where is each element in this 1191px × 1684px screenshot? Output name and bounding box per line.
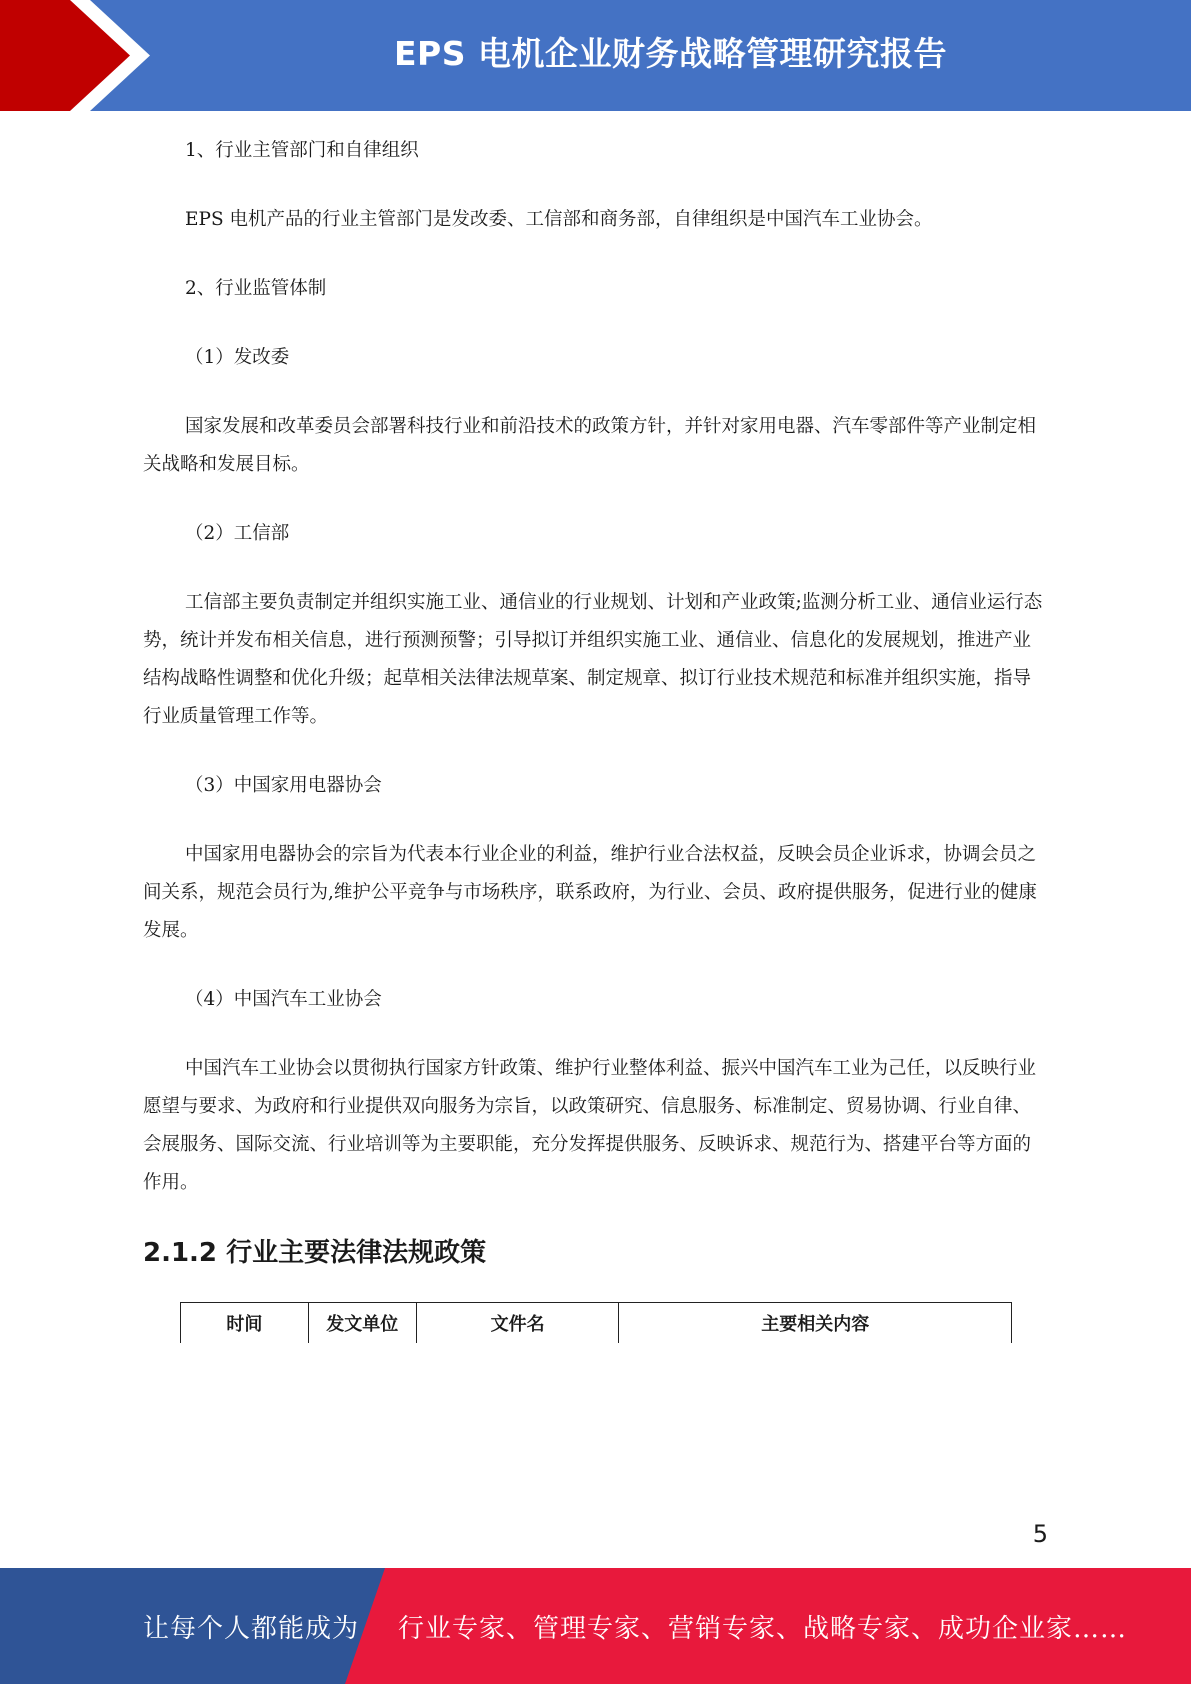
document-body [143,132,1047,1202]
footer-slogan-right: 行业专家、管理专家、营销专家、战略专家、成功企业家…… [398,1614,1128,1644]
paragraph-auto-association: 中国汽车工业协会以贯彻执行国家方针政策、维护行业整体利益、振兴中国汽车工业为己任，以反映行业愿望与要求、为政府和行业提供双向服务为宗旨，以政策研究、信息服务、标准制定、贸易协调、行业自律、会展服务、国际交流、行业培训等为主要职能，充分发挥提供服务、反映诉求、规范行为、搭建平台等方面的作用。 [143,1058,1037,1193]
policy-table [180,1302,1012,1343]
table-header-time: 时间 [181,1303,309,1344]
table-header-filename: 文件名 [416,1303,619,1344]
report-title: EPS 电机企业财务战略管理研究报告 [394,34,947,73]
table-header-content: 主要相关内容 [619,1303,1012,1344]
paragraph-appliance-association: 中国家用电器协会的宗旨为代表本行业企业的利益，维护行业合法权益，反映会员企业诉求，协调会员之间关系，规范会员行为,维护公平竞争与市场秩序，联系政府，为行业、会员、政府提供服务，促进行业的健康发展。 [143,844,1037,941]
paragraph-authority: EPS 电机产品的行业主管部门是发改委、工信部和商务部，自律组织是中国汽车工业协会。 [185,209,933,230]
subheading-ndrc: （1）发改委 [185,347,290,368]
section-heading: 2.1.2 行业主要法律法规政策 [143,1238,487,1268]
paragraph-ndrc: 国家发展和改革委员会部署科技行业和前沿技术的政策方针，并针对家用电器、汽车零部件等产业制定相关战略和发展目标。 [143,416,1037,475]
subheading-miit: （2）工信部 [185,523,290,544]
report-header [0,0,1191,111]
footer-slogan-left: 让每个人都能成为 [143,1614,360,1644]
paragraph-heading-1: 1、行业主管部门和自律组织 [185,140,419,161]
table-header-issuer: 发文单位 [308,1303,416,1344]
subheading-appliance-association: （3）中国家用电器协会 [185,775,382,796]
subheading-auto-association: （4）中国汽车工业协会 [185,989,382,1010]
page-number: 5 [1032,1520,1048,1548]
table-header-row [181,1303,1012,1344]
paragraph-heading-2: 2、行业监管体制 [185,278,327,299]
report-footer [0,1568,1191,1684]
paragraph-miit: 工信部主要负责制定并组织实施工业、通信业的行业规划、计划和产业政策;监测分析工业、通信业运行态势，统计并发布相关信息，进行预测预警；引导拟订并组织实施工业、通信业、信息化的发展规划，推进产业结构战略性调整和优化升级；起草相关法律法规草案、制定规章、拟订行业技术规范和标准并组织实施，指导行业质量管理工作等。 [143,592,1043,727]
